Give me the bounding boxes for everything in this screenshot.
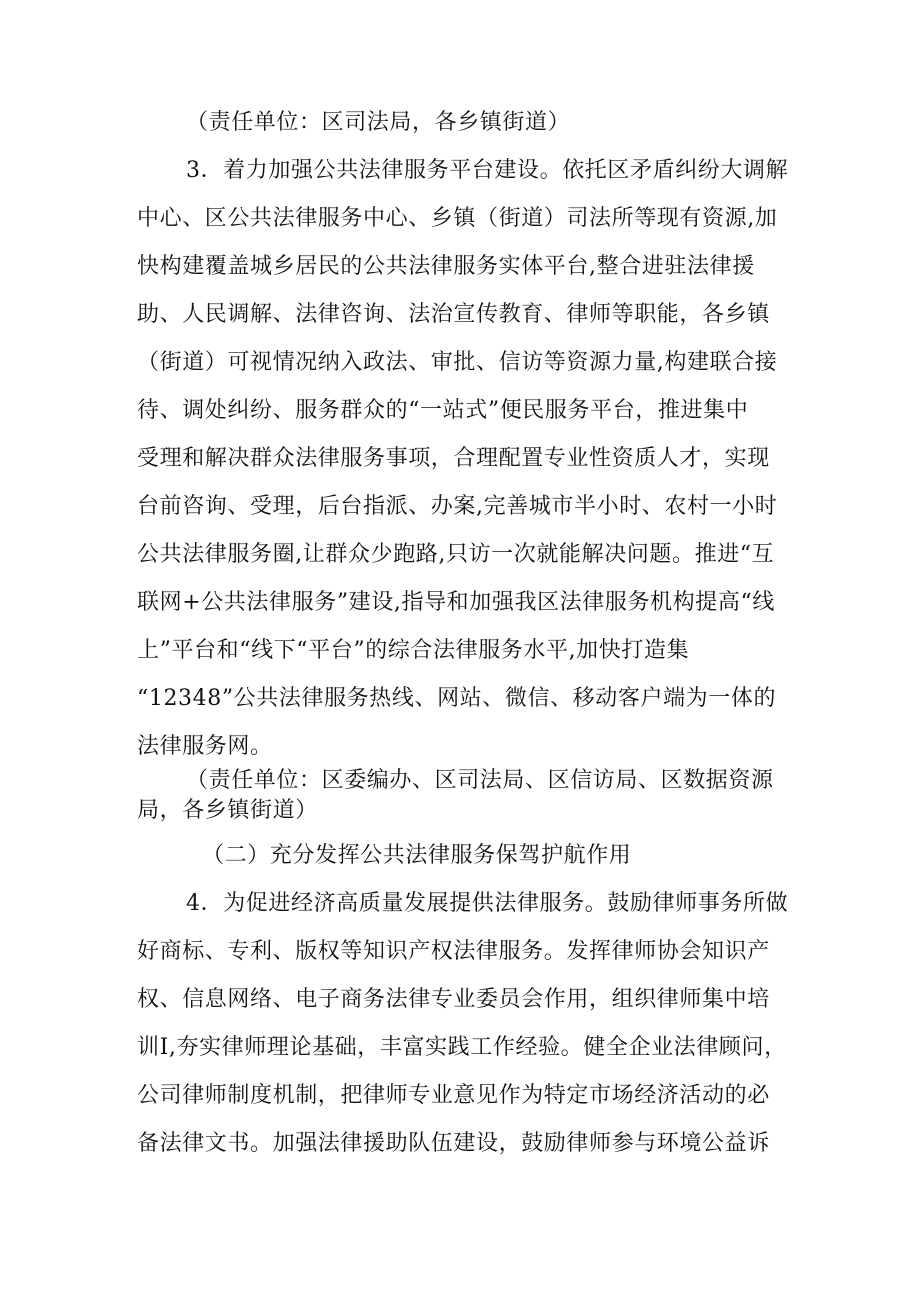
item-3-line-1: 3．着力加强公共法律服务平台建设。依托区矛盾纠纷大调解	[186, 158, 789, 183]
item-4-line-2: 好商标、专利、版权等知识产权法律服务。发挥律师协会知识产	[137, 939, 770, 964]
item-3-line-12: “12348”公共法律服务热线、网站、微信、移动客户端为一体的	[137, 686, 777, 711]
item-4-line-6: 备法律文书。加强法律援助队伍建设，鼓励律师参与环境公益诉	[137, 1131, 770, 1156]
item-3-line-13: 法律服务网。	[137, 734, 273, 759]
item-3-line-9: 公共法律服务圈,让群众少跑路,只访一次就能解决问题。推进“互	[137, 542, 775, 567]
item-4-line-4: 训I,夯实律师理论基础，丰富实践工作经验。健全企业法律顾问，	[137, 1035, 787, 1060]
item-3-line-10: 联网+公共法律服务”建设,指导和加强我区法律服务机构提高“线	[137, 590, 775, 615]
item-3-line-2: 中心、区公共法律服务中心、乡镇（街道）司法所等现有资源,加	[137, 206, 778, 231]
section-heading: （二）充分发挥公共法律服务保驾护航作用	[202, 843, 632, 868]
item-3-line-7: 受理和解决群众法律服务事项，合理配置专业性资质人才，实现	[137, 446, 770, 471]
item-4-line-1: 4．为促进经济高质量发展提供法律服务。鼓励律师事务所做	[186, 891, 789, 916]
item-4-line-5: 公司律师制度机制，把律师专业意见作为特定市场经济活动的必	[137, 1083, 770, 1108]
item-3-line-5: （街道）可视情况纳入政法、审批、信访等资源力量,构建联合接	[137, 350, 778, 375]
responsibility-note-1: （责任单位：区司法局，各乡镇街道）	[186, 110, 571, 135]
responsibility-note-2-line-2: 局，各乡镇街道）	[137, 798, 318, 823]
item-3-line-3: 快构建覆盖城乡居民的公共法律服务实体平台,整合进驻法律援	[137, 254, 755, 279]
item-3-line-4: 助、人民调解、法律咨询、法治宣传教育、律师等职能，各乡镇	[137, 302, 770, 327]
item-3-line-8: 台前咨询、受理，后台指派、办案,完善城市半小时、农村一小时	[137, 494, 778, 519]
item-4-line-3: 权、信息网络、电子商务法律专业委员会作用，组织律师集中培	[137, 987, 770, 1012]
item-3-line-11: 上”平台和“线下“平台”的综合法律服务水平,加快打造集	[137, 638, 690, 663]
responsibility-note-2-line-1: （责任单位：区委编办、区司法局、区信访局、区数据资源	[186, 768, 774, 793]
item-3-line-6: 待、调处纠纷、服务群众的“一站式”便民服务平台，推进集中	[137, 398, 749, 423]
